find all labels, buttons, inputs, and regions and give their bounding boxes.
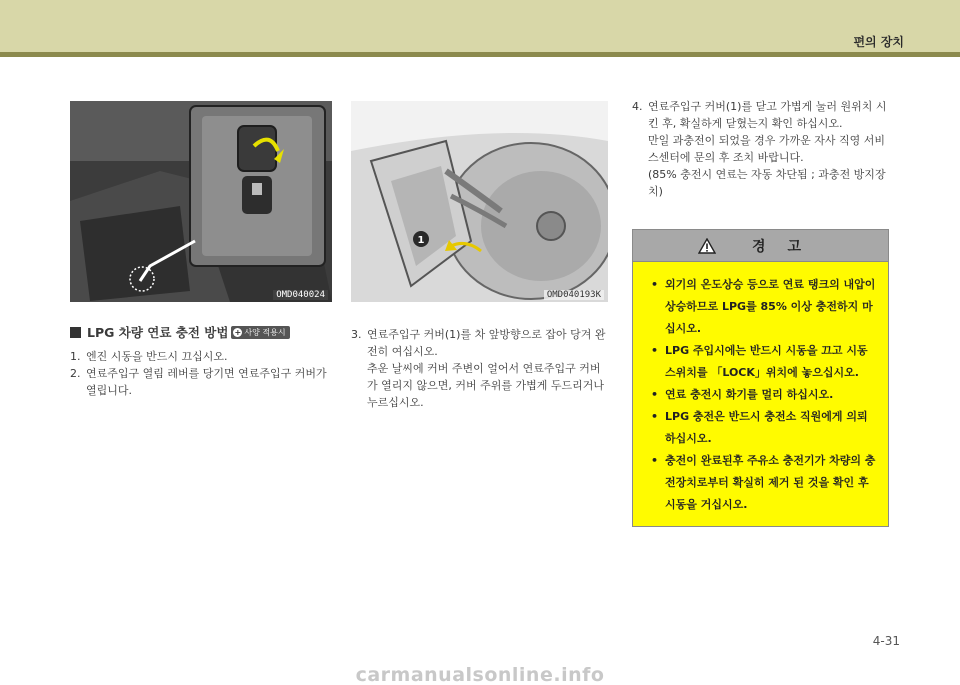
warning-item: • LPG 주입시에는 반드시 시동을 끄고 시동 스위치를 「LOCK」위치에 놓으십시오. bbox=[647, 340, 876, 384]
step-item bbox=[70, 365, 332, 399]
left-steps bbox=[70, 348, 332, 399]
watermark: carmanualsonline.info bbox=[355, 664, 605, 685]
photo-code-left: OMD040024 bbox=[273, 290, 328, 300]
step-note-secondary: (85% 충전시 연료는 자동 차단됨 ; 과충전 방지장치) bbox=[648, 168, 886, 198]
step-note: 만일 과충전이 되었을 경우 가까운 자사 직영 서비스센터에 문의 후 조치 바랍니다. bbox=[648, 134, 885, 164]
right-steps bbox=[632, 98, 890, 200]
callout-1-label: 1 bbox=[417, 235, 425, 246]
fuel-lever-photo bbox=[70, 101, 332, 302]
square-bullet-icon bbox=[70, 327, 81, 338]
header-band bbox=[0, 0, 960, 52]
warning-item: • 연료 충전시 화기를 멀리 하십시오. bbox=[647, 384, 876, 406]
warning-title: 경고 bbox=[751, 238, 824, 255]
step-text: 엔진 시동을 반드시 끄십시오. bbox=[86, 350, 228, 363]
option-badge-text: 사양 적용시 bbox=[244, 327, 286, 337]
step-number: 2. bbox=[70, 367, 81, 380]
step-number: 1. bbox=[70, 350, 81, 363]
page-number: 4-31 bbox=[872, 634, 900, 648]
step-text: 연료주입구 커버(1)를 차 앞방향으로 잡아 당겨 완전히 여십시오. bbox=[367, 328, 606, 358]
chapter-title: 편의 장치 bbox=[853, 35, 904, 49]
step-text: 연료주입구 열림 레버를 당기면 연료주입구 커버가 열립니다. bbox=[86, 367, 327, 397]
warning-box bbox=[632, 229, 889, 527]
fuel-door-photo bbox=[351, 101, 608, 302]
step-number: 3. bbox=[351, 328, 362, 341]
step-text: 연료주입구 커버(1)를 닫고 가볍게 눌러 원위치 시킨 후, 확실하게 닫혔는지 확인 하십시오. bbox=[648, 100, 887, 130]
step-number: 4. bbox=[632, 100, 643, 113]
header-rule bbox=[0, 52, 960, 57]
option-badge bbox=[231, 326, 289, 339]
section-heading bbox=[70, 323, 290, 341]
warning-item: • 외기의 온도상승 등으로 연료 탱크의 내압이 상승하므로 LPG를 85% 이상 충전하지 마십시오. bbox=[647, 274, 876, 340]
step-item bbox=[632, 98, 890, 200]
step-item bbox=[351, 326, 609, 411]
step-item bbox=[70, 348, 332, 365]
section-title-text: LPG 차량 연료 충전 방법 bbox=[87, 325, 229, 340]
middle-steps bbox=[351, 326, 609, 411]
warning-item: • LPG 충전은 반드시 충전소 직원에게 의뢰하십시오. bbox=[647, 406, 876, 450]
warning-triangle-icon bbox=[698, 238, 716, 254]
warning-list bbox=[633, 262, 888, 516]
photo-code-middle: OMD040193K bbox=[544, 290, 604, 300]
plus-icon: + bbox=[234, 327, 242, 337]
step-note: 추운 날씨에 커버 주변이 얼어서 연료주입구 커버가 열리지 않으면, 커버 주위를 가볍게 두드리거나 누르십시오. bbox=[367, 362, 604, 409]
warning-item: • 충전이 완료된후 주유소 충전기가 차량의 충전장치로부터 확실히 제거 된 것을 확인 후 시동을 거십시오. bbox=[647, 450, 876, 516]
fuel-lever-illustration bbox=[70, 101, 332, 302]
warning-header bbox=[633, 230, 888, 262]
fuel-door-illustration bbox=[351, 101, 608, 302]
